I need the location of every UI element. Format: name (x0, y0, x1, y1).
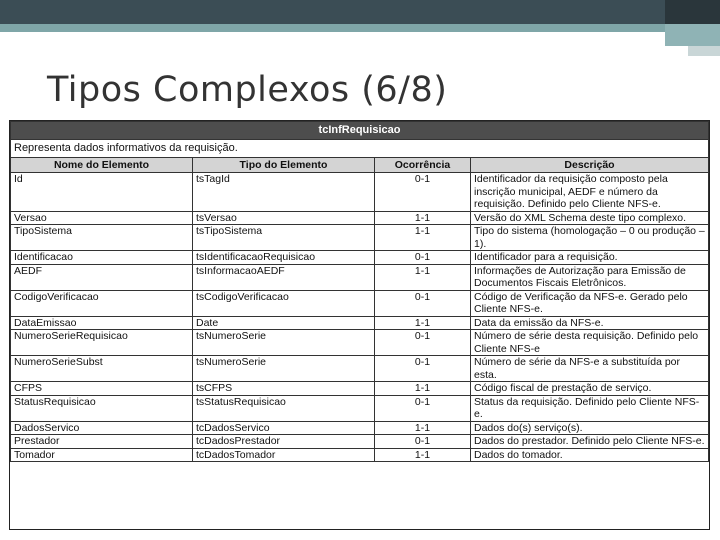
element-name-cell: AEDF (11, 264, 193, 290)
table-description-row (11, 140, 709, 158)
table-row (11, 264, 709, 290)
occurrence-cell: 1-1 (375, 211, 471, 225)
column-header-name: Nome do Elemento (11, 158, 193, 173)
occurrence-cell: 1-1 (375, 382, 471, 396)
element-type-cell: tsStatusRequisicao (193, 395, 375, 421)
table-row (11, 435, 709, 449)
element-name-cell: NumeroSerieSubst (11, 356, 193, 382)
occurrence-cell: 1-1 (375, 316, 471, 330)
corner-decor-block (665, 0, 720, 24)
description-cell: Número de série desta requisição. Definido pelo Cliente NFS-e (471, 330, 709, 356)
table-caption-row (11, 122, 709, 140)
occurrence-cell: 1-1 (375, 264, 471, 290)
element-type-cell: Date (193, 316, 375, 330)
occurrence-cell: 1-1 (375, 448, 471, 462)
description-cell: Status da requisição. Definido pelo Cliente NFS-e. (471, 395, 709, 421)
element-name-cell: Prestador (11, 435, 193, 449)
column-header-occurrence: Ocorrência (375, 158, 471, 173)
element-type-cell: tsCFPS (193, 382, 375, 396)
element-name-cell: NumeroSerieRequisicao (11, 330, 193, 356)
top-decor-bar (0, 0, 720, 24)
table-row (11, 356, 709, 382)
occurrence-cell: 0-1 (375, 435, 471, 449)
element-name-cell: CodigoVerificacao (11, 290, 193, 316)
element-type-cell: tsVersao (193, 211, 375, 225)
element-type-cell: tsTagId (193, 173, 375, 212)
element-type-cell: tsTipoSistema (193, 225, 375, 251)
element-type-cell: tsIdentificacaoRequisicao (193, 251, 375, 265)
element-type-cell: tcDadosTomador (193, 448, 375, 462)
table-caption: tcInfRequisicao (11, 122, 709, 140)
description-cell: Dados do prestador. Definido pelo Cliente NFS-e. (471, 435, 709, 449)
corner-accent-block (665, 24, 720, 46)
table-description: Representa dados informativos da requisição. (11, 140, 709, 158)
element-type-cell: tsInformacaoAEDF (193, 264, 375, 290)
description-cell: Código de Verificação da NFS-e. Gerado pelo Cliente NFS-e. (471, 290, 709, 316)
table-row (11, 316, 709, 330)
description-cell: Código fiscal de prestação de serviço. (471, 382, 709, 396)
table-body (11, 173, 709, 462)
description-cell: Dados do(s) serviço(s). (471, 421, 709, 435)
occurrence-cell: 1-1 (375, 421, 471, 435)
element-name-cell: CFPS (11, 382, 193, 396)
description-cell: Número de série da NFS-e a substituída por esta. (471, 356, 709, 382)
occurrence-cell: 0-1 (375, 395, 471, 421)
table-row (11, 290, 709, 316)
column-header-description: Descrição (471, 158, 709, 173)
table-row (11, 211, 709, 225)
element-type-cell: tsCodigoVerificacao (193, 290, 375, 316)
table-row (11, 330, 709, 356)
top-accent-stripe (0, 24, 720, 32)
description-cell: Tipo do sistema (homologação – 0 ou produção – 1). (471, 225, 709, 251)
table-row (11, 395, 709, 421)
occurrence-cell: 0-1 (375, 356, 471, 382)
element-type-cell: tcDadosServico (193, 421, 375, 435)
description-cell: Informações de Autorização para Emissão de Documentos Fiscais Eletrônicos. (471, 264, 709, 290)
description-cell: Versão do XML Schema deste tipo complexo. (471, 211, 709, 225)
description-cell: Data da emissão da NFS-e. (471, 316, 709, 330)
element-type-cell: tsNumeroSerie (193, 356, 375, 382)
occurrence-cell: 1-1 (375, 225, 471, 251)
table-row (11, 173, 709, 212)
element-name-cell: Identificacao (11, 251, 193, 265)
element-name-cell: Tomador (11, 448, 193, 462)
table-row (11, 251, 709, 265)
description-cell: Identificador da requisição composto pela inscrição municipal, AEDF e número da requisição. Definido pelo Cliente NFS-e. (471, 173, 709, 212)
table-header-row (11, 158, 709, 173)
column-header-type: Tipo do Elemento (193, 158, 375, 173)
element-name-cell: DataEmissao (11, 316, 193, 330)
occurrence-cell: 0-1 (375, 330, 471, 356)
description-cell: Identificador para a requisição. (471, 251, 709, 265)
element-name-cell: TipoSistema (11, 225, 193, 251)
element-type-cell: tsNumeroSerie (193, 330, 375, 356)
elements-table (10, 121, 709, 462)
corner-light-block (688, 46, 720, 56)
occurrence-cell: 0-1 (375, 290, 471, 316)
elements-table-container (9, 120, 710, 530)
occurrence-cell: 0-1 (375, 173, 471, 212)
slide-title: Tipos Complexos (6/8) (47, 70, 448, 110)
table-row (11, 448, 709, 462)
table-row (11, 421, 709, 435)
element-type-cell: tcDadosPrestador (193, 435, 375, 449)
occurrence-cell: 0-1 (375, 251, 471, 265)
element-name-cell: DadosServico (11, 421, 193, 435)
description-cell: Dados do tomador. (471, 448, 709, 462)
element-name-cell: Id (11, 173, 193, 212)
element-name-cell: StatusRequisicao (11, 395, 193, 421)
table-row (11, 225, 709, 251)
element-name-cell: Versao (11, 211, 193, 225)
table-row (11, 382, 709, 396)
